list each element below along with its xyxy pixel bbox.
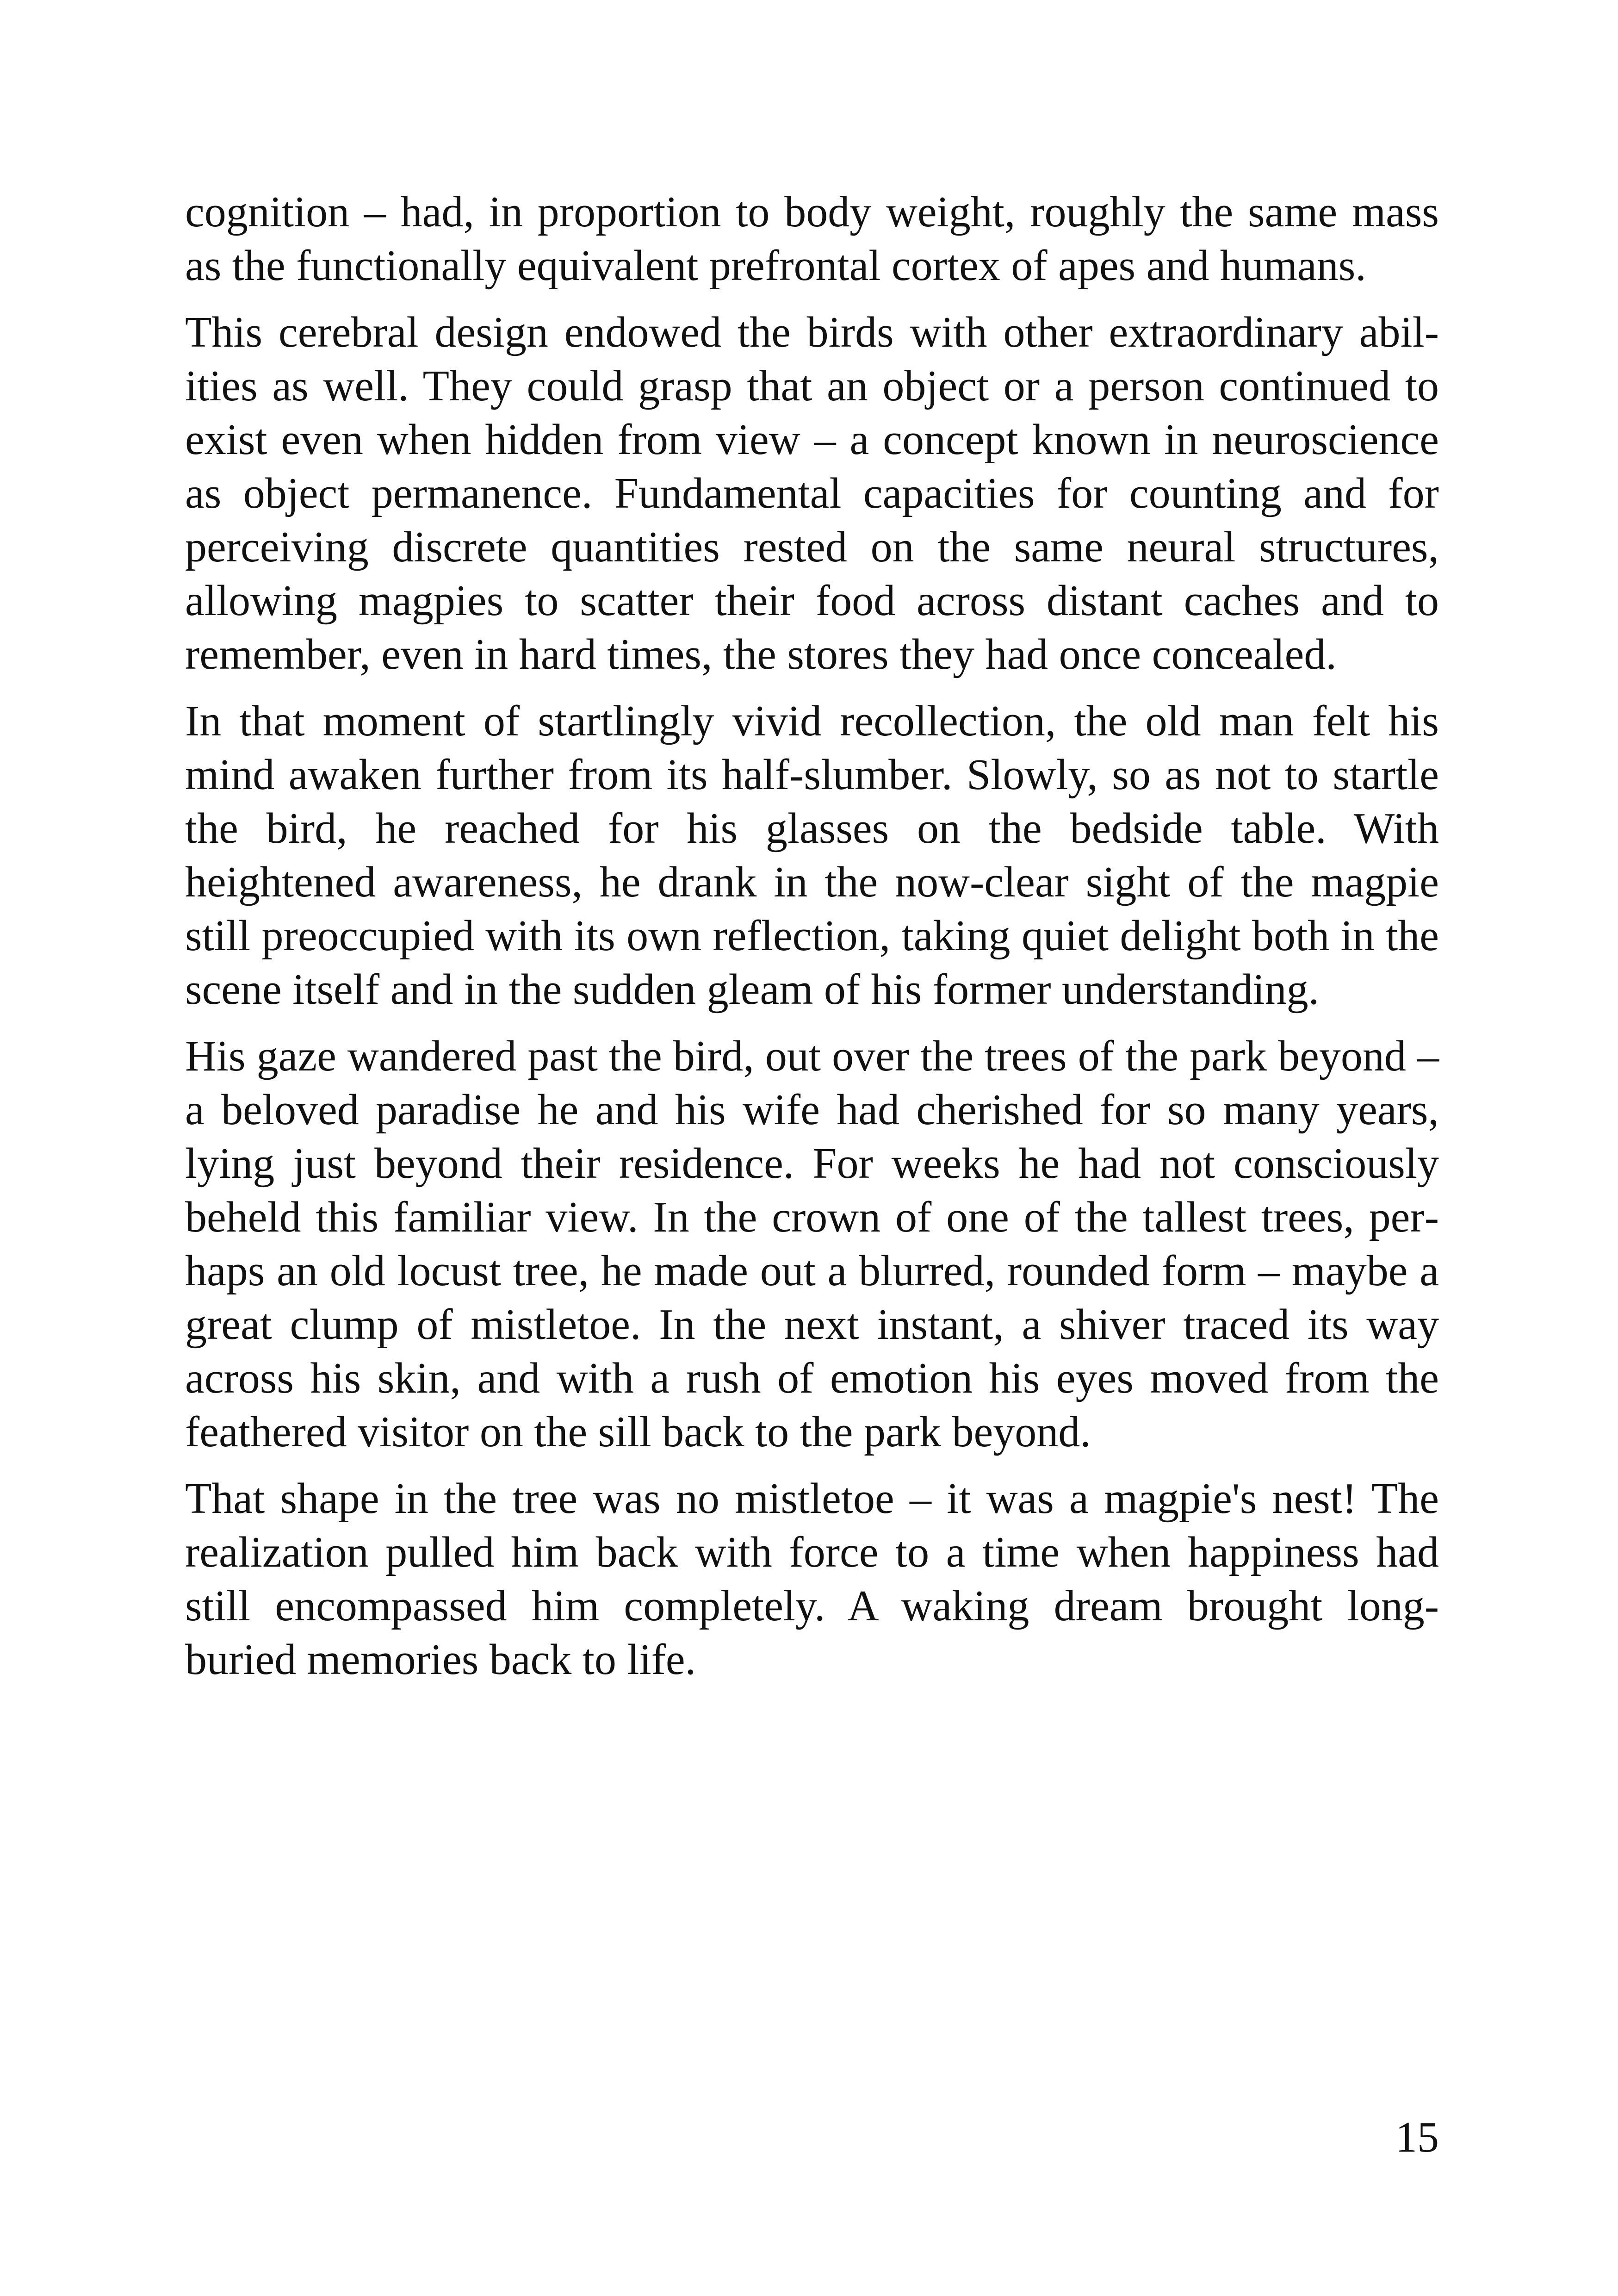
body-text xyxy=(185,185,1439,1699)
paragraph: His gaze wandered past the bird, out over the trees of the park beyond – a beloved paradise he and his wife had cherished for so many years, lying just beyond their residence. For weeks he had not consciously beheld this familiar view. In the crown of one of the tallest trees, perhaps an old locust tree, he made out a blurred, rounded form – maybe a great clump of mistletoe. In the next instant, a shiver traced its way across his skin, and with a rush of emotion his eyes moved from the feathered visitor on the sill back to the park beyond. xyxy=(185,1032,1439,1456)
paragraph: In that moment of startlingly vivid recollection, the old man felt his mind awaken further from its half-slumber. Slowly, so as not to startle the bird, he reached for his glasses on the bedside table. With heightened awareness, he drank in the now-clear sight of the magpie still preoccupied with its own reflection, taking quiet delight both in the scene itself and in the sudden gleam of his former understanding. xyxy=(185,697,1439,1014)
paragraph: cognition – had, in proportion to body weight, roughly the same mass as the functionally equivalent prefrontal cortex of apes and humans. xyxy=(185,188,1439,290)
paragraph: This cerebral design endowed the birds with other extraordinary abilities as well. They could grasp that an object or a person continued to exist even when hidden from view – a concept known in neuroscience as object permanence. Fundamental capacities for counting and for perceiving discrete quantities rested on the same neural structures, allowing magpies to scatter their food across distant caches and to remember, even in hard times, the stores they had once concealed. xyxy=(185,308,1439,678)
paragraph: That shape in the tree was no mistletoe – it was a magpie's nest! The realization pulled him back with force to a time when happiness had still encompassed him completely. A waking dream brought long-buried memories back to life. xyxy=(185,1475,1439,1684)
page-number: 15 xyxy=(1395,2113,1439,2161)
